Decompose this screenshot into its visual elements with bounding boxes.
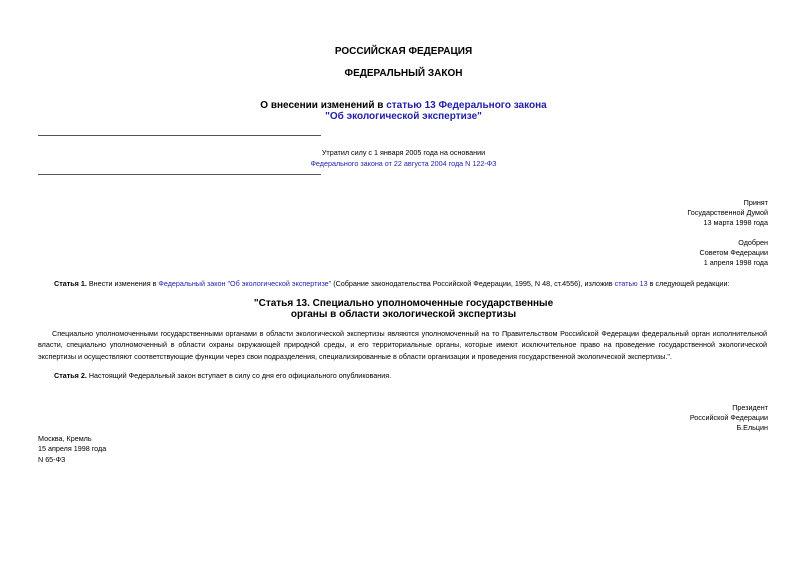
signing-place: Москва, Кремль bbox=[38, 434, 92, 443]
article-1 bbox=[54, 279, 729, 288]
annulment-note: Утратил силу с 1 января 2005 года на основании bbox=[321, 148, 486, 157]
article-1-text-a: Внести изменения в bbox=[86, 279, 159, 288]
country-heading: РОССИЙСКАЯ ФЕДЕРАЦИЯ bbox=[334, 46, 473, 57]
signature-title: Президент bbox=[732, 403, 768, 412]
law-title-prefix: О внесении изменений в bbox=[260, 100, 387, 111]
article-2-text: Настоящий Федеральный закон вступает в силу со дня его официального опубликования. bbox=[86, 371, 392, 380]
law-title-line2-link[interactable]: "Об экологической экспертизе" bbox=[325, 111, 482, 122]
annulment-law-link[interactable]: Федерального закона от 22 августа 2004 года N 122-ФЗ bbox=[310, 159, 497, 168]
article-13-body-text: Специально уполномоченными государственными органами в области экологической экспертизы являются уполномоченный на то Правительством Российской Федерации федеральный орган исполнительной власти, специально уполномоченный в области охраны окружающей природной среды, и его территориальные органы, которые имеют исключительное право на проведение государственной экологической экспертизы и осуществляют соответствующие функции через свои подразделения, специализированные в области организации и проведения государственной экологической экспертизы.". bbox=[38, 329, 767, 361]
article-1-text-c: в следующей редакции: bbox=[647, 279, 730, 288]
article-2-label: Статья 2. bbox=[54, 371, 87, 380]
eco-expertise-law-link[interactable]: Федеральный закон "Об экологической экспертизе" bbox=[158, 279, 332, 288]
law-title-line1 bbox=[0, 100, 807, 111]
approved-body: Советом Федерации bbox=[699, 248, 768, 257]
signature-name: Б.Ельцин bbox=[736, 423, 768, 432]
signing-date: 15 апреля 1998 года bbox=[38, 444, 107, 453]
article-13-heading-line2: органы в области экологической экспертизы bbox=[290, 309, 517, 320]
approved-label: Одобрен bbox=[738, 238, 768, 247]
adopted-label: Принят bbox=[743, 198, 768, 207]
article-13-heading-line1: "Статья 13. Специально уполномоченные государственные bbox=[253, 298, 554, 309]
article-1-text-b: (Собрание законодательства Российской Федерации, 1995, N 48, ст.4556), изложив bbox=[331, 279, 615, 288]
divider-top bbox=[38, 135, 321, 136]
adopted-body: Государственной Думой bbox=[687, 208, 768, 217]
article-2 bbox=[54, 371, 391, 380]
article-13-title-link[interactable]: статью 13 Федерального закона bbox=[386, 100, 547, 111]
approved-date: 1 апреля 1998 года bbox=[703, 258, 768, 267]
article-13-link[interactable]: статью 13 bbox=[614, 279, 648, 288]
doc-type-heading: ФЕДЕРАЛЬНЫЙ ЗАКОН bbox=[344, 68, 463, 79]
divider-bottom bbox=[38, 174, 321, 175]
adopted-date: 13 марта 1998 года bbox=[703, 218, 768, 227]
article-13-body bbox=[38, 328, 767, 362]
signature-country: Российской Федерации bbox=[689, 413, 768, 422]
article-1-label: Статья 1. bbox=[54, 279, 87, 288]
law-number: N 65-ФЗ bbox=[38, 455, 66, 464]
